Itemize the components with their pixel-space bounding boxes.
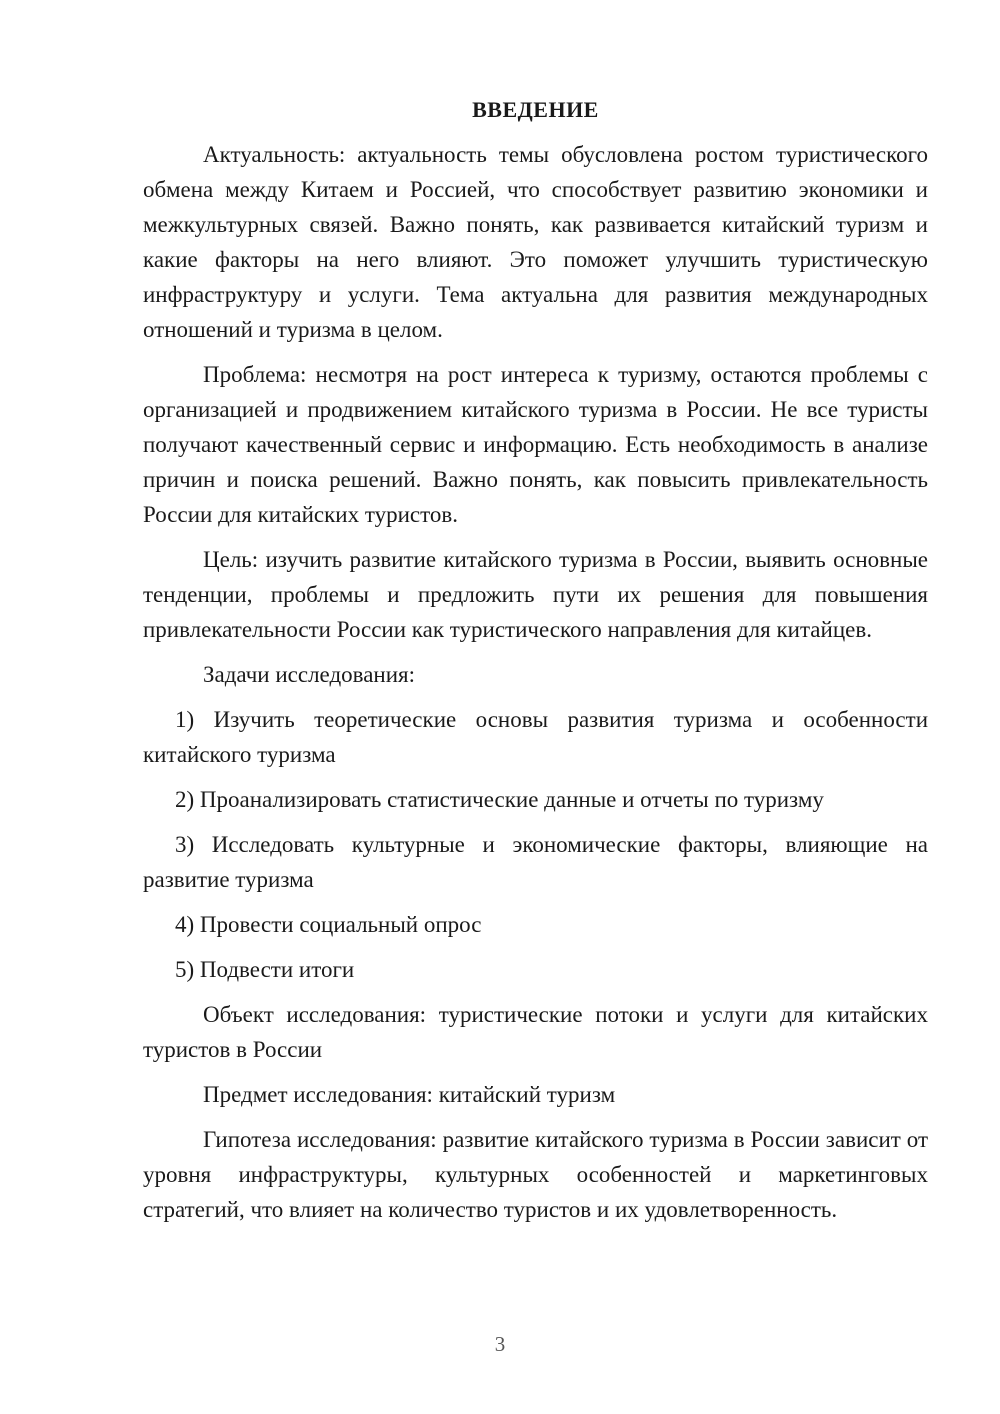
section-heading: ВВЕДЕНИЕ (472, 97, 599, 122)
page-number: 3 (494, 1332, 506, 1356)
paragraph-hypothesis: Гипотеза исследования: развитие китайского туризма в России зависит от уровня инфраструктуры, культурных особенностей и маркетинговых стратегий, что влияет на количество туристов и их удовлетворенность. (143, 1127, 928, 1222)
task-item-3: 3) Исследовать культурные и экономические факторы, влияющие на развитие туризма (143, 832, 928, 892)
task-item-4: 4) Провести социальный опрос (175, 912, 482, 937)
paragraph-subject: Предмет исследования: китайский туризм (203, 1082, 616, 1107)
paragraph-goal: Цель: изучить развитие китайского туризма в России, выявить основные тенденции, проблемы и предложить пути их решения для повышения привлекательности России как туристического направления для китайцев. (143, 547, 928, 642)
task-item-5: 5) Подвести итоги (175, 957, 355, 982)
task-item-2: 2) Проанализировать статистические данные и отчеты по туризму (175, 787, 824, 812)
task-item-1: 1) Изучить теоретические основы развития туризма и особенности китайского туризма (143, 707, 928, 767)
paragraph-problem: Проблема: несмотря на рост интереса к туризму, остаются проблемы с организацией и продвижением китайского туризма в России. Не все туристы получают качественный сервис и информацию. Есть необходимость в анализе причин и поиска решений. Важно понять, как повысить привлекательность России для китайских туристов. (143, 362, 928, 527)
paragraph-object: Объект исследования: туристические потоки и услуги для китайских туристов в России (143, 1002, 928, 1062)
paragraph-relevance: Актуальность: актуальность темы обусловлена ростом туристического обмена между Китаем и Россией, что способствует развитию экономики и межкультурных связей. Важно понять, как развивается китайский туризм и какие факторы на него влияют. Это поможет улучшить туристическую инфраструктуру и услуги. Тема актуальна для развития международных отношений и туризма в целом. (143, 142, 928, 342)
paragraph-tasks-title: Задачи исследования: (203, 662, 416, 687)
page-content (143, 92, 928, 1237)
